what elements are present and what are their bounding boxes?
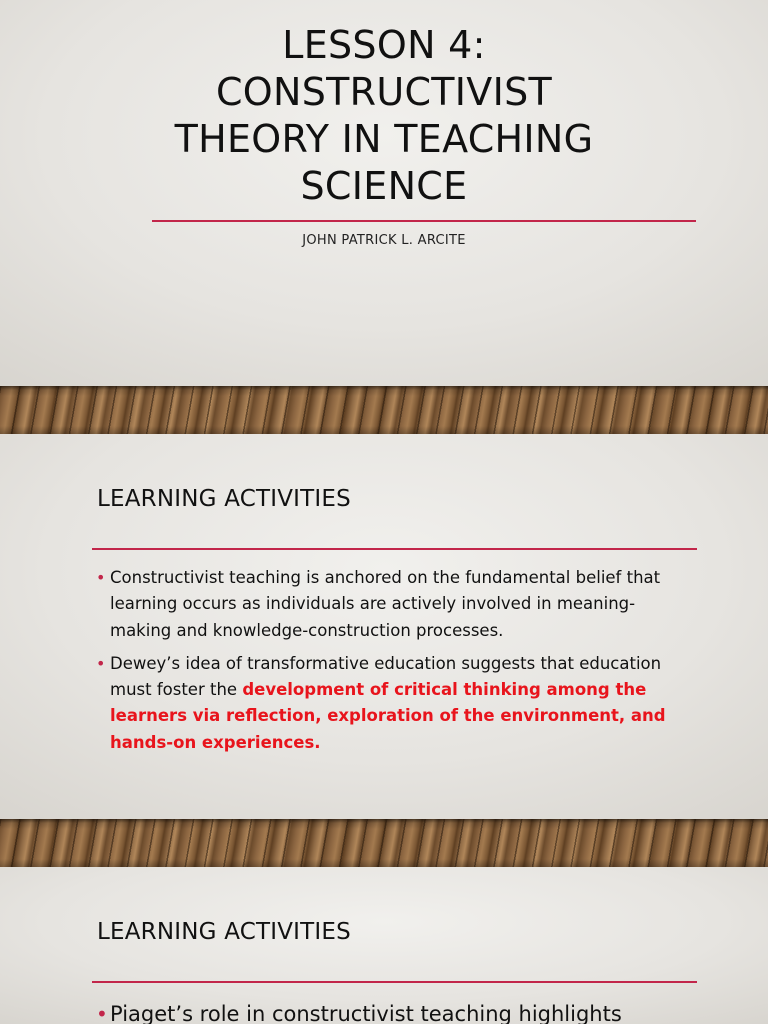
slide-2 (0, 434, 768, 820)
list-item (96, 565, 696, 644)
slide-3 (0, 867, 768, 1024)
slide-title (0, 22, 768, 210)
bullet-icon: • (96, 1002, 108, 1024)
slide-1 (0, 0, 768, 386)
slide-heading: LEARNING ACTIVITIES (97, 486, 351, 512)
bullet-list (96, 565, 696, 763)
bullet-icon: • (96, 653, 106, 673)
title-line: SCIENCE (300, 164, 468, 208)
bullet-text: Dewey’s idea of transformative education suggests that education must foster the (110, 653, 662, 700)
list-item (96, 651, 696, 756)
heading-divider (92, 981, 697, 983)
bullet-list (96, 999, 736, 1024)
list-item (96, 999, 736, 1024)
title-line: LESSON 4: (282, 23, 486, 67)
highlighted-text: development of critical thinking among the learners via reflection, exploration of the environment, and hands-on experiences. (110, 680, 666, 752)
title-divider (152, 220, 696, 222)
heading-divider (92, 548, 697, 550)
title-line: THEORY IN TEACHING (174, 117, 594, 161)
slide-heading: LEARNING ACTIVITIES (97, 919, 351, 945)
bullet-text: Piaget’s role in constructivist teaching highlights (110, 1002, 622, 1024)
bullet-icon: • (96, 568, 106, 587)
title-line: CONSTRUCTIVIST (215, 70, 553, 114)
wood-floor-divider (0, 819, 768, 867)
wood-floor-divider (0, 386, 768, 434)
author-name: JOHN PATRICK L. ARCITE (302, 233, 466, 248)
bullet-text: Constructivist teaching is anchored on the fundamental belief that learning occurs as individuals are actively involved in meaning-making and knowledge-construction processes. (110, 568, 661, 640)
